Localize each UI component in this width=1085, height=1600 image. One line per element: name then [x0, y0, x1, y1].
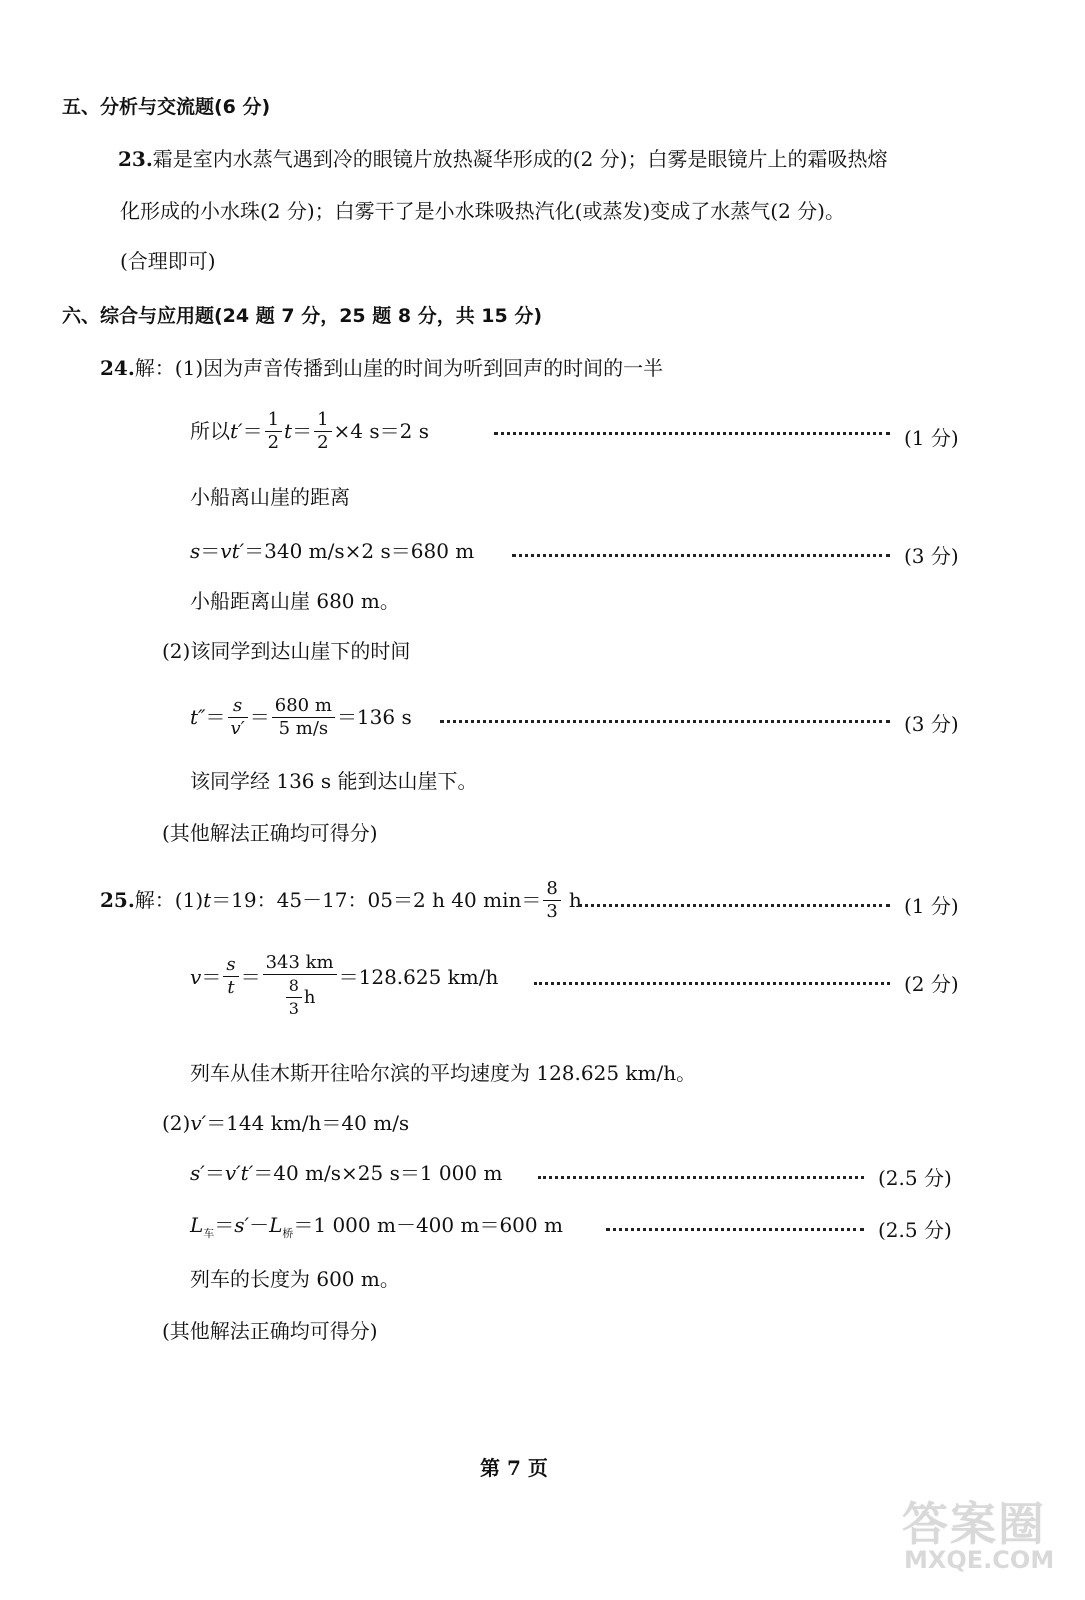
equals: ＝	[292, 419, 313, 443]
dot-leader	[440, 720, 890, 723]
q25-answer-2: 列车的长度为 600 m。	[190, 1267, 400, 1291]
q25-equation-2: v ＝ $\frac{s}{t}$ ＝ 343 km $\frac{8}{3}$ h ＝128.625 km/h	[190, 952, 499, 1018]
q23-number: 23.	[118, 147, 153, 171]
q24-number: 24.	[100, 356, 135, 380]
dot-leader	[606, 1228, 864, 1231]
fraction-values: $\frac{680 m}{5 m/s}$	[272, 695, 335, 740]
q24-equation-2: s＝vt′＝340 m/s×2 s＝680 m	[190, 539, 475, 563]
equals: ＝	[242, 419, 263, 443]
fraction-s-over-v: $\frac{s}{v'}$	[228, 695, 248, 740]
score-label: (1 分)	[904, 426, 959, 450]
dot-leader	[534, 982, 890, 985]
var-t-prime: t′	[230, 419, 243, 443]
q23-line2: 化形成的小水珠(2 分)；白雾干了是小水珠吸热汽化(或蒸发)变成了水蒸气(2 分)。	[120, 199, 845, 223]
section-heading-6: 六、综合与应用题(24 题 7 分，25 题 8 分，共 15 分)	[62, 305, 543, 327]
q24-intro-text: 解：(1)因为声音传播到山崖的时间为听到回声的时间的一半	[134, 356, 664, 380]
q25-note: (其他解法正确均可得分)	[162, 1319, 378, 1343]
var-t: t	[284, 419, 293, 443]
q25-equation-3: s′＝v′t′＝40 m/s×25 s＝1 000 m	[190, 1161, 503, 1185]
fraction-half: $\frac{1}{2}$	[314, 409, 331, 454]
fraction-distance-over-time: 343 km $\frac{8}{3}$ h	[263, 952, 337, 1020]
q25-equation-1: 25. 解：(1) t ＝19：45－17：05＝2 h 40 min＝ $\frac{8}{3}$ h	[100, 877, 582, 922]
watermark-logo: 答案圈	[902, 1497, 1046, 1551]
q24-answer-1: 小船距离山崖 680 m。	[190, 589, 400, 613]
score-label: (1 分)	[904, 894, 959, 918]
fraction-half: $\frac{1}{2}$	[265, 409, 282, 454]
fraction-s-over-t: $\frac{s}{t}$	[223, 954, 238, 999]
q24-equation-1	[190, 404, 429, 458]
q24-distance-label: 小船离山崖的距离	[190, 485, 350, 509]
q25-answer-1: 列车从佳木斯开往哈尔滨的平均速度为 128.625 km/h。	[190, 1061, 697, 1085]
score-label: (2.5 分)	[878, 1218, 952, 1242]
page-number: 第 7 页	[480, 1456, 548, 1480]
score-label: (2 分)	[904, 972, 959, 996]
q25-equation-4: $L_车=s'-L_桥=1$ 000 m－400 m＝600 m	[190, 1213, 563, 1240]
eq-prefix: 所以	[190, 419, 230, 443]
q24-equation-3: t″ ＝ $\frac{s}{v'}$ ＝ $\frac{680 m}{5 m/s}$ ＝136 s	[190, 694, 412, 739]
q23-line1	[118, 146, 887, 172]
score-label: (3 分)	[904, 544, 959, 568]
fraction-eight-thirds: $\frac{8}{3}$	[286, 975, 302, 1020]
q23-line3: (合理即可)	[120, 249, 216, 273]
q24-part-2: (2)该同学到达山崖下的时间	[162, 639, 411, 663]
watermark-url: MXQE.COM	[904, 1546, 1055, 1574]
eq-tail: ×4 s＝2 s	[333, 419, 429, 443]
q24-answer-2: 该同学经 136 s 能到达山崖下。	[190, 769, 478, 793]
q25-part-2: (2)v′＝144 km/h＝40 m/s	[162, 1111, 410, 1135]
q25-number: 25.	[100, 888, 135, 912]
dot-leader	[494, 432, 890, 435]
q24-intro	[100, 355, 663, 381]
q23-text-1: 霜是室内水蒸气遇到冷的眼镜片放热凝华形成的(2 分)；白雾是眼镜片上的霜吸热熔	[152, 147, 888, 171]
score-label: (3 分)	[904, 712, 959, 736]
dot-leader	[578, 904, 890, 907]
section-heading-5: 五、分析与交流题(6 分)	[62, 96, 271, 118]
fraction-eight-thirds: $\frac{8}{3}$	[543, 878, 560, 923]
q24-note: (其他解法正确均可得分)	[162, 821, 378, 845]
dot-leader	[512, 554, 890, 557]
score-label: (2.5 分)	[878, 1166, 952, 1190]
dot-leader	[538, 1176, 864, 1179]
